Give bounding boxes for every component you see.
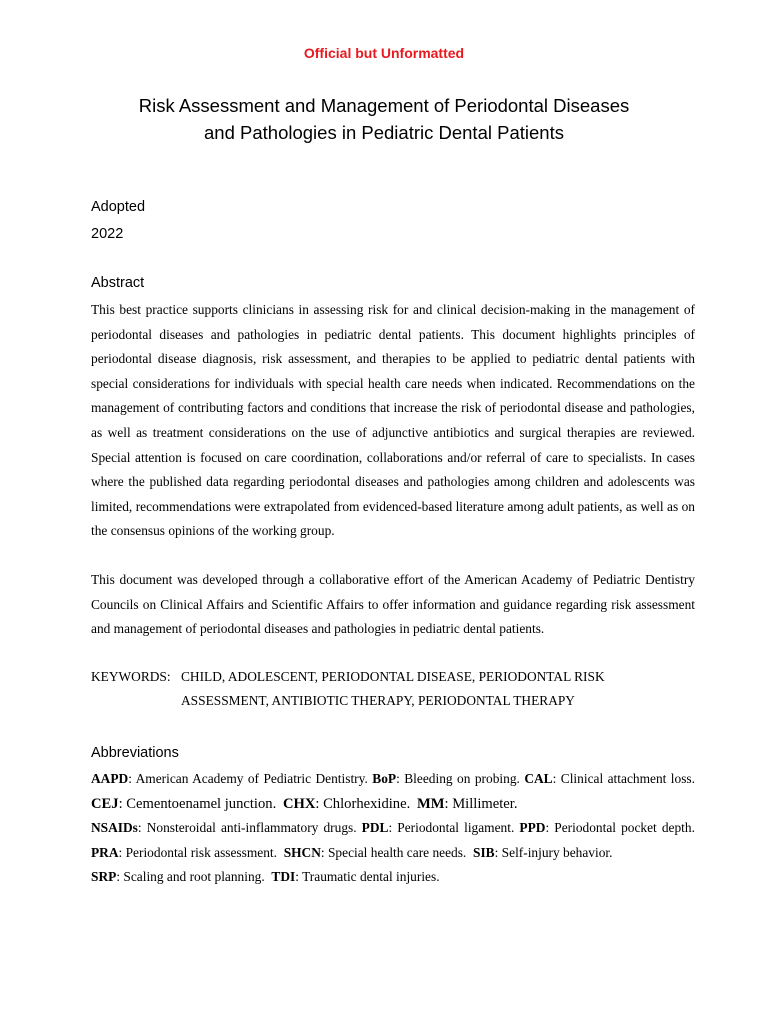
keywords-line-2: ASSESSMENT, ANTIBIOTIC THERAPY, PERIODONTAL THERAPY bbox=[181, 693, 575, 708]
abbr-term: CEJ bbox=[91, 795, 119, 812]
abbr-definition: Periodontal risk assessment. bbox=[125, 844, 277, 860]
abbr-definition: Chlorhexidine. bbox=[323, 795, 411, 812]
title-line-1: Risk Assessment and Management of Periodontal Diseases bbox=[138, 95, 630, 116]
abbr-definition: Millimeter. bbox=[452, 795, 518, 812]
abbreviations-list bbox=[91, 767, 695, 890]
abbr-term: SIB bbox=[473, 844, 495, 860]
keywords-label: KEYWORDS: bbox=[91, 669, 171, 684]
abbr-term: SHCN bbox=[283, 844, 321, 860]
abbr-definition: Cementoenamel junction. bbox=[126, 795, 277, 812]
abbr-definition: Nonsteroidal anti-inflammatory drugs. bbox=[146, 820, 357, 836]
adopted-label: Adopted bbox=[91, 199, 146, 215]
keywords-line-1: CHILD, ADOLESCENT, PERIODONTAL DISEASE, PERIODONTAL RISK bbox=[181, 669, 605, 684]
abbr-term: BoP bbox=[372, 771, 397, 786]
title-line-2: and Pathologies in Pediatric Dental Patients bbox=[204, 122, 564, 143]
abbr-definition: Scaling and root planning. bbox=[123, 869, 265, 885]
abbr-definition: Periodontal ligament. bbox=[397, 820, 515, 836]
abbr-definition: Bleeding on probing. bbox=[404, 771, 520, 786]
abbr-term: CHX bbox=[282, 795, 316, 812]
keywords-block bbox=[91, 665, 605, 713]
abbr-term: NSAIDs bbox=[91, 820, 138, 836]
abbr-definition: Periodontal pocket depth. bbox=[554, 820, 695, 836]
abbr-definition: American Academy of Pediatric Dentistry. bbox=[135, 771, 368, 786]
abbr-term: SRP bbox=[91, 869, 117, 885]
abbreviations-line: PRA: Periodontal risk assessment. SHCN: Special health care needs. SIB: Self-injury behavior. bbox=[91, 844, 613, 860]
abbreviations-line: CEJ: Cementoenamel junction. CHX: Chlorhexidine. MM: Millimeter. bbox=[91, 795, 518, 812]
official-banner: Official but Unformatted bbox=[303, 45, 465, 61]
abbr-term: TDI bbox=[271, 869, 296, 885]
abbr-definition: Special health care needs. bbox=[327, 844, 467, 860]
abbr-definition: Traumatic dental injuries. bbox=[302, 869, 440, 885]
abbr-definition: Self-injury behavior. bbox=[501, 844, 613, 860]
abbreviations-heading: Abbreviations bbox=[91, 745, 179, 761]
abbr-term: PDL bbox=[361, 820, 389, 836]
abbreviations-line: SRP: Scaling and root planning. TDI: Traumatic dental injuries. bbox=[91, 869, 440, 885]
abbr-definition: Clinical attachment loss. bbox=[560, 771, 695, 786]
abstract-paragraph-1: This best practice supports clinicians in assessing risk for and clinical decision-making in the management of periodontal diseases and pathologies in pediatric dental patients. This document highlights principles of periodontal disease diagnosis, risk assessment, and therapies to be applied to pediatric dental patients with special considerations for individuals with special health care needs when indicated. Recommendations on the management of contributing factors and conditions that increase the risk of periodontal disease and pathologies, as well as treatment considerations on the use of adjunctive antibiotics and surgical therapies are reviewed. Special attention is focused on care coordination, collaborations and/or referral of care to specialists. In cases where the published data regarding periodontal diseases and pathologies among children and adolescents was limited, recommendations were extrapolated from evidenced-based literature among adult patients, as well as on the consensus opinions of the working group. bbox=[91, 302, 695, 539]
abbreviations-line: AAPD: American Academy of Pediatric Dentistry. BoP: Bleeding on probing. CAL: Clinical attachment loss. bbox=[91, 771, 695, 786]
abbr-term: MM bbox=[416, 795, 445, 812]
document-title bbox=[60, 92, 708, 146]
abstract-paragraph-2: This document was developed through a collaborative effort of the American Academy of Pediatric Dentistry Councils on Clinical Affairs and Scientific Affairs to offer information and guidance regarding risk assessment and management of periodontal diseases and pathologies in pediatric dental patients. bbox=[91, 572, 695, 637]
abbr-term: PPD bbox=[519, 820, 546, 836]
abbr-term: CAL bbox=[524, 771, 553, 786]
adopted-year: 2022 bbox=[91, 226, 124, 242]
abstract-heading: Abstract bbox=[91, 275, 145, 291]
abbr-term: PRA bbox=[91, 844, 119, 860]
abbr-term: AAPD bbox=[91, 771, 129, 786]
abbreviations-line: NSAIDs: Nonsteroidal anti-inflammatory drugs. PDL: Periodontal ligament. PPD: Periodontal pocket depth. bbox=[91, 820, 695, 836]
